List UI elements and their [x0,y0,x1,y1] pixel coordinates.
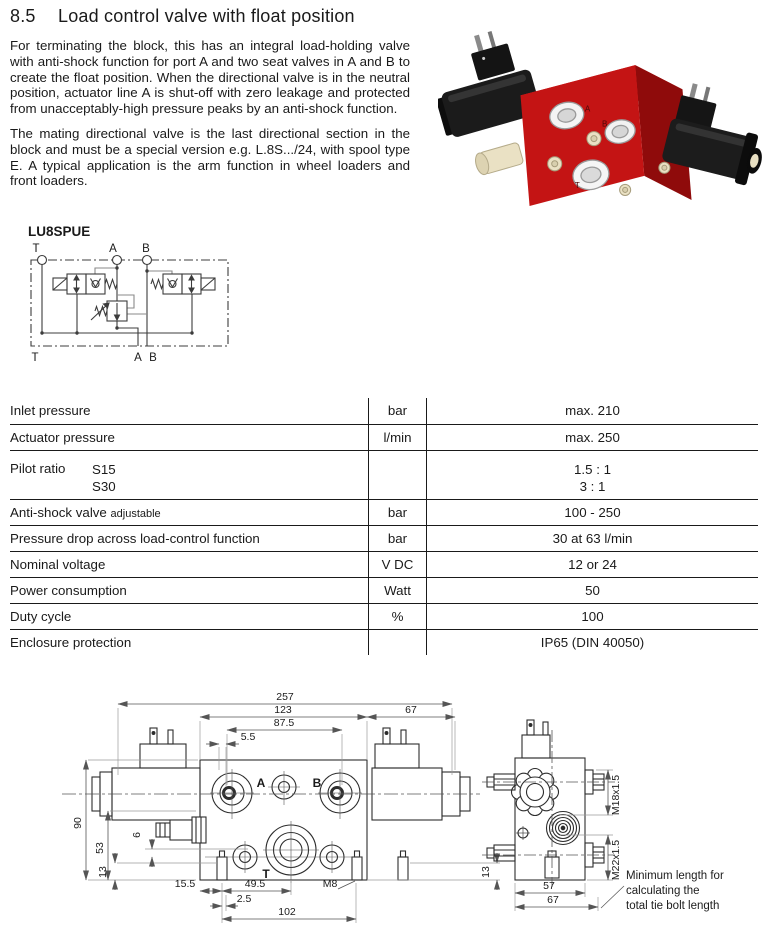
spec-value-line: 3 : 1 [579,478,606,494]
front-label-b: B [312,776,322,790]
page-title: Load control valve with float position [58,6,355,26]
intro-paragraph-2: The mating directional valve is the last directional section in the block and must be a special version e.g. L.8S.../24, with spool type E. A typical application is the arm function in wheel loaders and front loaders. [10,125,410,189]
front-port-labels [257,776,322,881]
spec-label [10,450,369,499]
intro-text [10,38,410,198]
spec-unit: bar [369,499,427,525]
table-row [10,603,758,629]
spec-value: 30 at 63 l/min [427,525,759,551]
spec-unit [369,450,427,499]
spec-label-text: Anti-shock valve [10,504,107,520]
spec-label: Inlet pressure [10,398,369,424]
dim-13-left: 13 [97,866,109,878]
cream-plug [473,142,524,176]
section-number: 8.5 [10,6,36,26]
schematic-bottom-b: B [149,352,157,364]
dim-m8: M8 [322,878,338,890]
spec-sub-s15: S15 [92,461,116,477]
spec-value: 12 or 24 [427,551,759,577]
spec-label: Actuator pressure [10,424,369,450]
dim-123: 123 [274,704,292,716]
spec-table [10,398,758,655]
spec-value: max. 210 [427,398,759,424]
product-photo [438,15,766,225]
spec-label [10,499,369,525]
dim-15-5: 15.5 [174,878,196,890]
left-solenoid-valve-symbol [53,274,117,294]
spec-unit: l/min [369,424,427,450]
spec-label: Pressure drop across load-control function [10,525,369,551]
spec-label: Duty cycle [10,603,369,629]
table-row [10,525,758,551]
dim-57: 57 [543,880,555,892]
spec-label: Nominal voltage [10,551,369,577]
spec-label: Power consumption [10,577,369,603]
table-row [10,551,758,577]
dim-6: 6 [131,832,143,838]
dim-257: 257 [276,691,294,703]
schematic-top-t: T [32,243,40,255]
dim-67-side: 67 [547,894,559,906]
spec-unit: bar [369,398,427,424]
load-control-valve-symbol [91,301,127,321]
front-view [62,728,480,883]
note-line-1: Minimum length for [626,870,724,882]
spec-value: 100 - 250 [427,499,759,525]
schematic-top-a: A [109,243,117,255]
table-row [10,577,758,603]
dimension-drawings [0,675,766,945]
intro-paragraph-1: For terminating the block, this has an integral load-holding valve with anti-shock function for port A and two seat valves in A and B to create the float position. When the directional valve is in the neutral position, actuator line A is shut-off with zero leakage and protected from unacceptably-high pressure peaks by an anti-shock function. [10,38,410,117]
table-row [10,398,758,424]
dim-m18: M18x1.5 [610,774,622,816]
dim-m22: M22x1.5 [610,839,622,881]
spec-unit [369,629,427,655]
dim-67-top: 67 [405,704,417,716]
spec-label-text: Pilot ratio [10,460,66,476]
dim-13-right: 13 [480,866,492,878]
schematic-svg [20,240,250,366]
schematic-bottom-t: T [31,352,39,364]
page-header [10,6,355,27]
spec-unit: Watt [369,577,427,603]
tie-bolt-note [626,870,724,912]
spec-value: 50 [427,577,759,603]
spec-unit: bar [369,525,427,551]
front-dimension-lines [86,704,497,919]
schematic-top-b: B [142,243,150,255]
spec-value [427,450,759,499]
schematic-model: LU8SPUE [28,224,91,239]
dim-2-5: 2.5 [236,893,252,905]
spec-label-note: adjustable [110,507,161,520]
spec-value: 100 [427,603,759,629]
note-line-2: calculating the [626,885,700,897]
photo-label-b: B [602,119,608,129]
spec-unit: % [369,603,427,629]
table-row [10,424,758,450]
photo-label-a: A [584,104,591,114]
front-label-t: T [262,867,270,881]
dim-102: 102 [278,906,296,918]
front-label-a: A [256,776,266,790]
side-view [482,720,615,887]
dim-87-5: 87.5 [273,717,295,729]
spec-value-line: 1.5 : 1 [574,461,611,477]
photo-label-t: T [574,180,580,190]
dim-53: 53 [94,842,106,854]
note-line-3: total tie bolt length [626,900,720,912]
dim-90: 90 [72,817,84,829]
spec-value: max. 250 [427,424,759,450]
spec-label: Enclosure protection [10,634,132,650]
front-dimension-texts [72,691,492,918]
dim-5-5: 5.5 [240,731,256,743]
schematic-bottom-a: A [134,352,142,364]
table-row [10,629,758,655]
table-row [10,499,758,525]
product-photo-svg [438,15,766,225]
spec-value: IP65 (DIN 40050) [540,634,645,650]
spec-unit: V DC [369,551,427,577]
dim-49-5: 49.5 [244,878,266,890]
table-row [10,450,758,499]
clover-knob [512,769,559,816]
schematic-section [20,224,260,366]
spec-sub-s30: S30 [92,478,116,494]
anti-shock-plug [547,812,580,845]
right-solenoid-valve-symbol [151,274,215,294]
